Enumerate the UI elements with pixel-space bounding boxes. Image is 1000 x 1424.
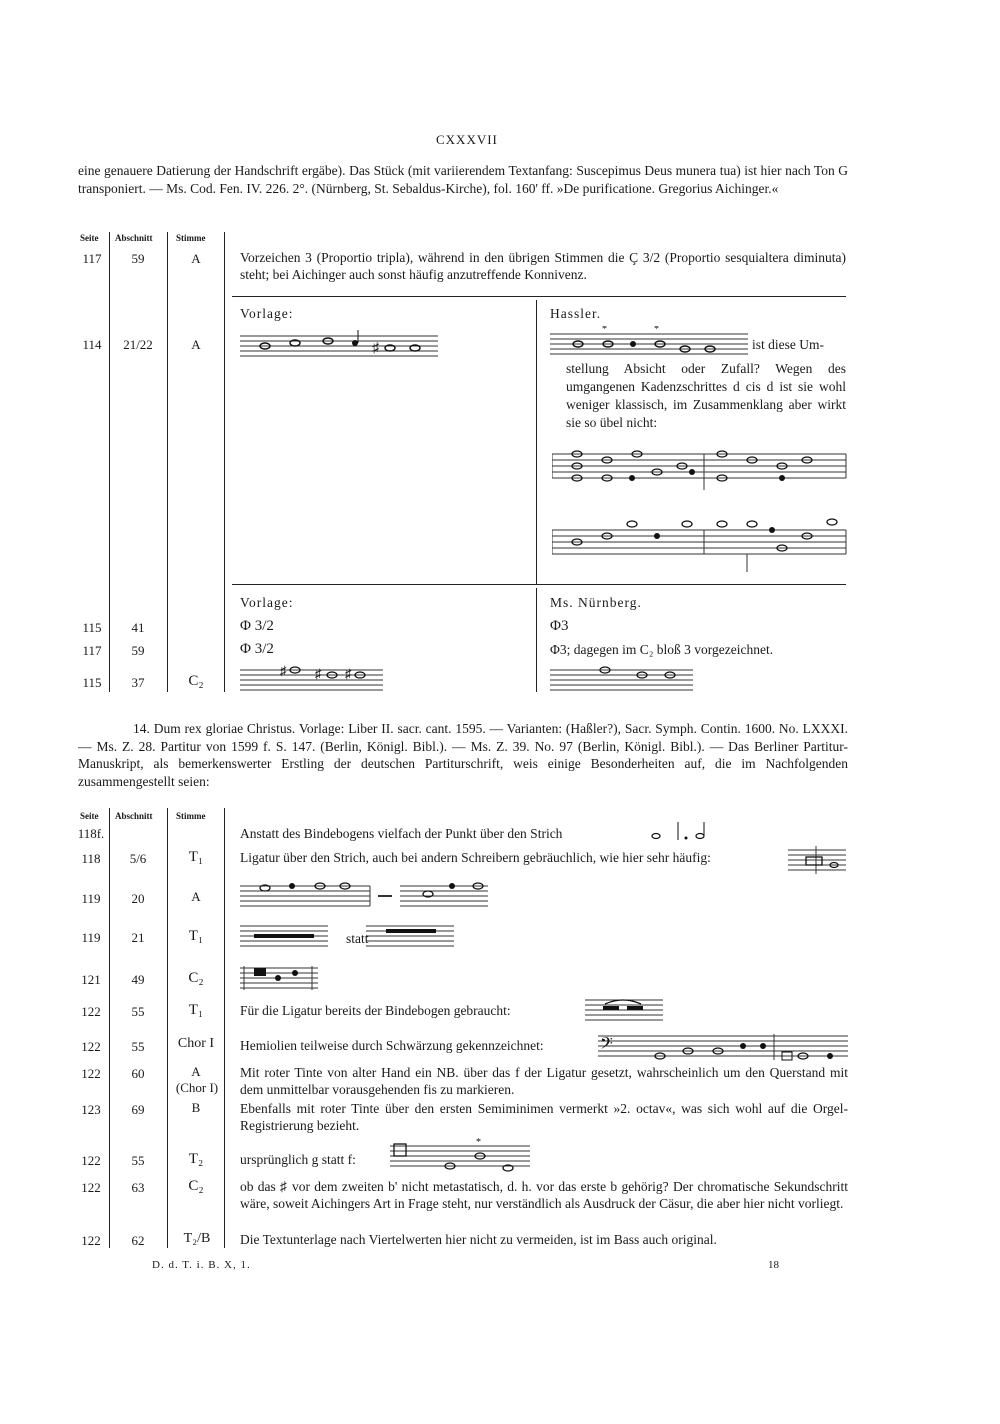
row-text: ursprünglich g statt f: <box>240 1152 356 1167</box>
ms-mensuration: Φ3; dagegen im C₂ bloß 3 vorgezeichnet. <box>550 642 774 657</box>
music-score-system-2 <box>552 512 848 576</box>
row-seite: 122 <box>81 1004 101 1019</box>
row-stimme: A <box>191 251 201 266</box>
header-seite: Seite <box>80 811 99 821</box>
svg-text:♯: ♯ <box>345 666 352 681</box>
row-abschnitt: 60 <box>131 1066 145 1081</box>
ms-mensuration: Φ3 <box>550 618 569 634</box>
row-seite: 123 <box>81 1102 101 1117</box>
music-staff-row-5 <box>585 994 665 1024</box>
music-staff-ms <box>550 662 695 692</box>
row-text: Ligatur über den Strich, auch bei andern Schreibern gebräuchlich, wie hier sehr häufig: <box>240 850 711 865</box>
footer-signature: D. d. T. i. B. X, 1. <box>152 1259 251 1271</box>
row-seite: 122 <box>81 1066 101 1081</box>
svg-text:♯: ♯ <box>280 663 287 678</box>
row-text: Hemiolien teilweise durch Schwärzung gekennzeichnet: <box>240 1038 544 1053</box>
music-glyph-tie <box>648 818 718 844</box>
comparison-divider <box>536 588 537 692</box>
row-text: Ebenfalls mit roter Tinte über den ersten Semiminimen vermerkt »2. octav«, was sich wohl auf die Orgel-Registrierung bezieht. <box>240 1101 848 1133</box>
column-divider <box>224 232 225 692</box>
row-text: Mit roter Tinte von alter Hand ein NB. über das f der Ligatur gesetzt, wahrscheinlich um den Querstand mit dem unmittelbar vorausgehenden fis zu markieren. <box>240 1065 848 1097</box>
row-stimme: B <box>191 1100 201 1115</box>
row-text: Für die Ligatur bereits der Bindebogen gebraucht: <box>240 1003 511 1018</box>
row-stimme: T₁ <box>188 1002 204 1018</box>
row-seite: 122 <box>81 1180 101 1195</box>
row-stimme: Chor I <box>177 1036 215 1051</box>
compare-ms-label: Ms. Nürnberg. <box>550 595 642 610</box>
footer-sheet-number: 18 <box>768 1259 779 1271</box>
row-stimme-sub: (Chor I) <box>175 1080 219 1095</box>
row-seite: 118 <box>81 851 101 866</box>
header-abschnitt: Abschnitt <box>115 233 153 243</box>
row-abschnitt: 69 <box>131 1102 145 1117</box>
row-seite: 122 <box>81 1233 101 1248</box>
row-seite: 117 <box>82 643 102 658</box>
row-seite: 115 <box>82 620 102 635</box>
row-stimme: C₂ <box>188 970 204 986</box>
music-staff-row-4 <box>240 962 320 992</box>
statt-label: statt <box>346 931 369 946</box>
row-seite: 114 <box>82 337 102 352</box>
column-divider <box>109 232 110 692</box>
music-staff-row-9 <box>390 1138 532 1174</box>
comparison-divider <box>536 300 537 585</box>
music-staff-hemiolien <box>598 1030 850 1064</box>
hassler-label: Hassler. <box>550 306 602 321</box>
row-text: Die Textunterlage nach Viertelwerten hier nicht zu vermeiden, ist im Bass auch original. <box>240 1232 717 1247</box>
music-score-system-1 <box>552 440 848 494</box>
row-seite: 115 <box>82 675 102 690</box>
header-stimme: Stimme <box>176 811 206 821</box>
row-abschnitt: 20 <box>131 891 145 906</box>
row-stimme: T₂ <box>188 1151 204 1167</box>
row-text: ob das ♯ vor dem zweiten b' nicht metastatisch, d. h. vor das erste b gehörig? Der chromatische Sekundschritt wäre, soweit Aichingers Art in Frage steht, nur verständlich als Ausdruck der Cäsur, die aber hier nicht vorliegt. <box>240 1179 848 1211</box>
svg-text:*: * <box>654 326 659 335</box>
row-abschnitt: 21/22 <box>123 337 153 352</box>
music-staff-hassler <box>550 326 750 360</box>
row-abschnitt: 63 <box>131 1180 145 1195</box>
row-seite: 117 <box>82 251 102 266</box>
svg-text:♯: ♯ <box>372 341 379 356</box>
vorlage-mensuration: Φ 3/2 <box>240 618 274 634</box>
row-stimme: T₂/B <box>183 1231 211 1246</box>
music-staff-vorlage-2 <box>240 662 385 692</box>
row-abschnitt: 62 <box>131 1233 145 1248</box>
row-abschnitt: 55 <box>131 1004 145 1019</box>
row-stimme: A <box>191 337 201 352</box>
header-seite: Seite <box>80 233 99 243</box>
music-staff-row-3a <box>240 920 330 950</box>
vorlage-label: Vorlage: <box>240 306 294 321</box>
music-staff-row-2 <box>240 876 490 910</box>
music-staff-vorlage <box>240 330 440 360</box>
hassler-text-start: ist diese Um- <box>752 337 824 352</box>
row-abschnitt: 55 <box>131 1039 145 1054</box>
row-abschnitt: 5/6 <box>129 851 147 866</box>
row-seite: 122 <box>81 1039 101 1054</box>
header-stimme: Stimme <box>176 233 206 243</box>
intro-paragraph: eine genauere Datierung der Handschrift ergäbe). Das Stück (mit variierendem Textanfang: Suscepimus Deus munera tua) ist hier nach Ton G transponiert. — Ms. Cod. Fen. IV. 226. 2°. (Nürnberg, St. Sebaldus-Kirche), fol. 160' ff. »De purificatione. Gregorius Aichinger.« <box>78 163 848 196</box>
music-staff-row-3b <box>366 920 456 950</box>
row-stimme: A <box>191 889 201 904</box>
svg-text:*: * <box>602 326 607 335</box>
row-seite: 118f. <box>77 826 105 841</box>
row-abschnitt: 55 <box>131 1153 145 1168</box>
row-seite: 122 <box>81 1153 101 1168</box>
row-text: Anstatt des Bindebogens vielfach der Punkt über den Strich <box>240 826 563 841</box>
hassler-text: stellung Absicht oder Zufall? Wegen des umgangenen Kadenzschrittes d cis d ist sie wohl weniger klassisch, im Zusammenklang aber wirkt sie so übel nicht: <box>566 361 846 430</box>
header-abschnitt: Abschnitt <box>115 811 153 821</box>
row-abschnitt: 41 <box>131 620 145 635</box>
svg-text:*: * <box>476 1138 481 1148</box>
page-number: CXXXVII <box>436 132 498 147</box>
compare-vorlage-label: Vorlage: <box>240 595 294 610</box>
row-abschnitt: 37 <box>131 675 145 690</box>
row-seite: 121 <box>81 972 101 987</box>
row-abschnitt: 49 <box>131 972 145 987</box>
svg-text:♯: ♯ <box>315 666 322 681</box>
row-abschnitt: 21 <box>131 930 145 945</box>
row-stimme: T₁ <box>188 849 204 865</box>
row-seite: 119 <box>81 891 101 906</box>
row-abschnitt: 59 <box>131 251 145 266</box>
column-divider <box>167 232 168 692</box>
row-stimme: A <box>191 1064 201 1079</box>
column-divider <box>167 808 168 1248</box>
music-staff-ligatur <box>788 842 848 876</box>
row-stimme: C₂ <box>188 1178 204 1194</box>
column-divider <box>109 808 110 1248</box>
section-14-paragraph: 14. Dum rex gloriae Christus. Vorlage: Liber II. sacr. cant. 1595. — Varianten: (Haßler?), Sacr. Symph. Contin. 1600. No. LXXXI. — Ms. Z. 28. Partitur von 1599 f. S. 147. (Berlin, Königl. Bibl.). — Ms. Z. 39. No. 97 (Berlin, Königl. Bibl.). — Das Berliner Partitur-Manuskript, als bemerkenswerter Erstling der deutschen Partiturschrift, weis einige Besonderheiten auf, die im Nachfolgenden zusammengestellt seien: <box>78 721 848 789</box>
row-stimme: T₁ <box>188 928 204 944</box>
column-divider <box>224 808 225 1248</box>
svg-text:𝄢: 𝄢 <box>600 1035 613 1057</box>
row-stimme: C₂ <box>188 673 204 689</box>
rule <box>232 296 846 297</box>
row-seite: 119 <box>81 930 101 945</box>
rule <box>232 584 846 585</box>
row-text: Vorzeichen 3 (Proportio tripla), während in den übrigen Stimmen die Ç 3/2 (Proportio sesquialtera diminuta) steht; bei Aichinger auch sonst häufig anzutreffende Konnivenz. <box>240 250 846 282</box>
row-abschnitt: 59 <box>131 643 145 658</box>
vorlage-mensuration: Φ 3/2 <box>240 641 274 657</box>
